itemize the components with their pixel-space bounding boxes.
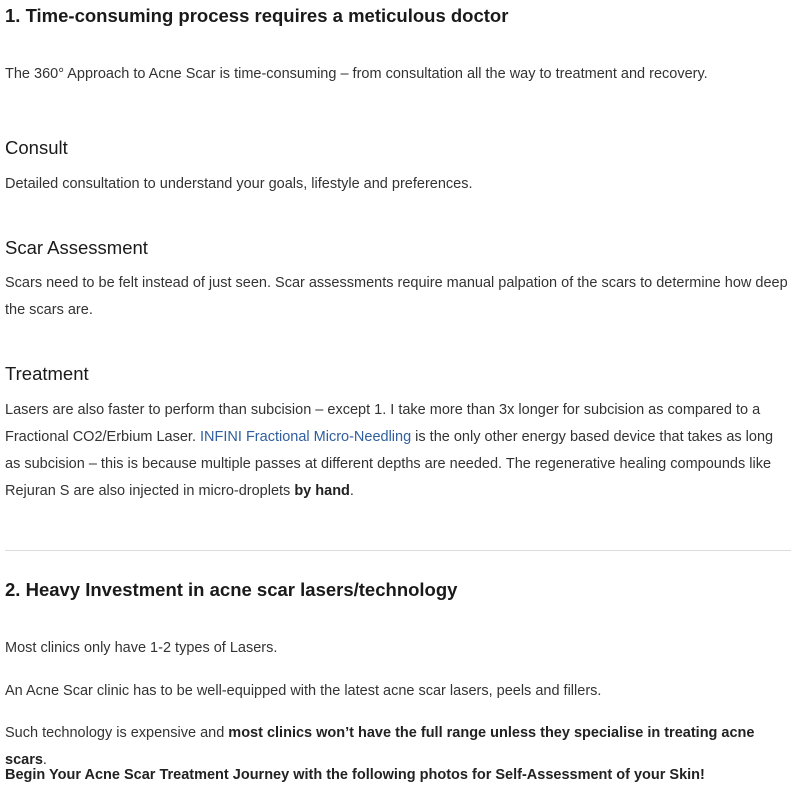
section-2-heading [5,578,457,602]
section-1-intro: The 360° Approach to Acne Scar is time-consuming – from consultation all the way to treatment and recovery. [5,66,708,82]
treatment-text-part-2: is the only other energy based device that takes as long as subcision – this is because multiple passes at different depths are needed. The regenerative healing compounds like Rejuran S are also injected in micro-droplets [5,429,774,499]
section-2-heading-rest: in acne scar lasers/technology [182,579,458,600]
consult-text: Detailed consultation to understand your goals, lifestyle and preferences. [5,176,473,192]
treatment-text [5,397,791,505]
consult-title: Consult [5,137,68,158]
treatment-title: Treatment [5,363,89,384]
section-2-para-3-end: . [42,752,47,768]
treatment-text-bold: by hand [294,483,350,499]
section-2-para-1: Most clinics only have 1-2 types of Lasers. [5,640,278,656]
scar-assessment-title: Scar Assessment [5,237,148,258]
section-divider [5,550,791,551]
section-1-number: 1. [5,5,21,26]
self-assessment-cta [5,762,791,789]
section-2-heading-bold: Heavy Investment [25,579,183,600]
section-1-heading-bold: Time-consuming [25,5,174,26]
self-assessment-cta-text: Begin Your Acne Scar Treatment Journey with the following photos for Self-Assessment of your Skin! [5,767,705,783]
section-2-para-3-start: Such technology is expensive and [5,725,229,741]
treatment-text-part-3: . [349,483,354,499]
treatment-text-part-1: Lasers are also faster to perform than subcision – except 1. I take more than 3x longer for subcision as compared to a Fractional CO2/Erbium Laser. [5,402,761,445]
scar-assessment-text: Scars need to be felt instead of just seen. Scar assessments require manual palpation of the scars to determine how deep the scars are. [5,275,788,318]
infini-micro-needling-link[interactable]: INFINI Fractional Micro-Needling [200,429,412,445]
section-2-para-2: An Acne Scar clinic has to be well-equipped with the latest acne scar lasers, peels and fillers. [5,683,602,699]
section-2-number: 2. [5,579,21,600]
section-1-heading [5,4,508,28]
section-2-para-3-bold: most clinics won’t have the full range unless they specialise in treating acne scars [5,725,755,768]
section-1-heading-rest: process requires a meticulous doctor [173,5,509,26]
